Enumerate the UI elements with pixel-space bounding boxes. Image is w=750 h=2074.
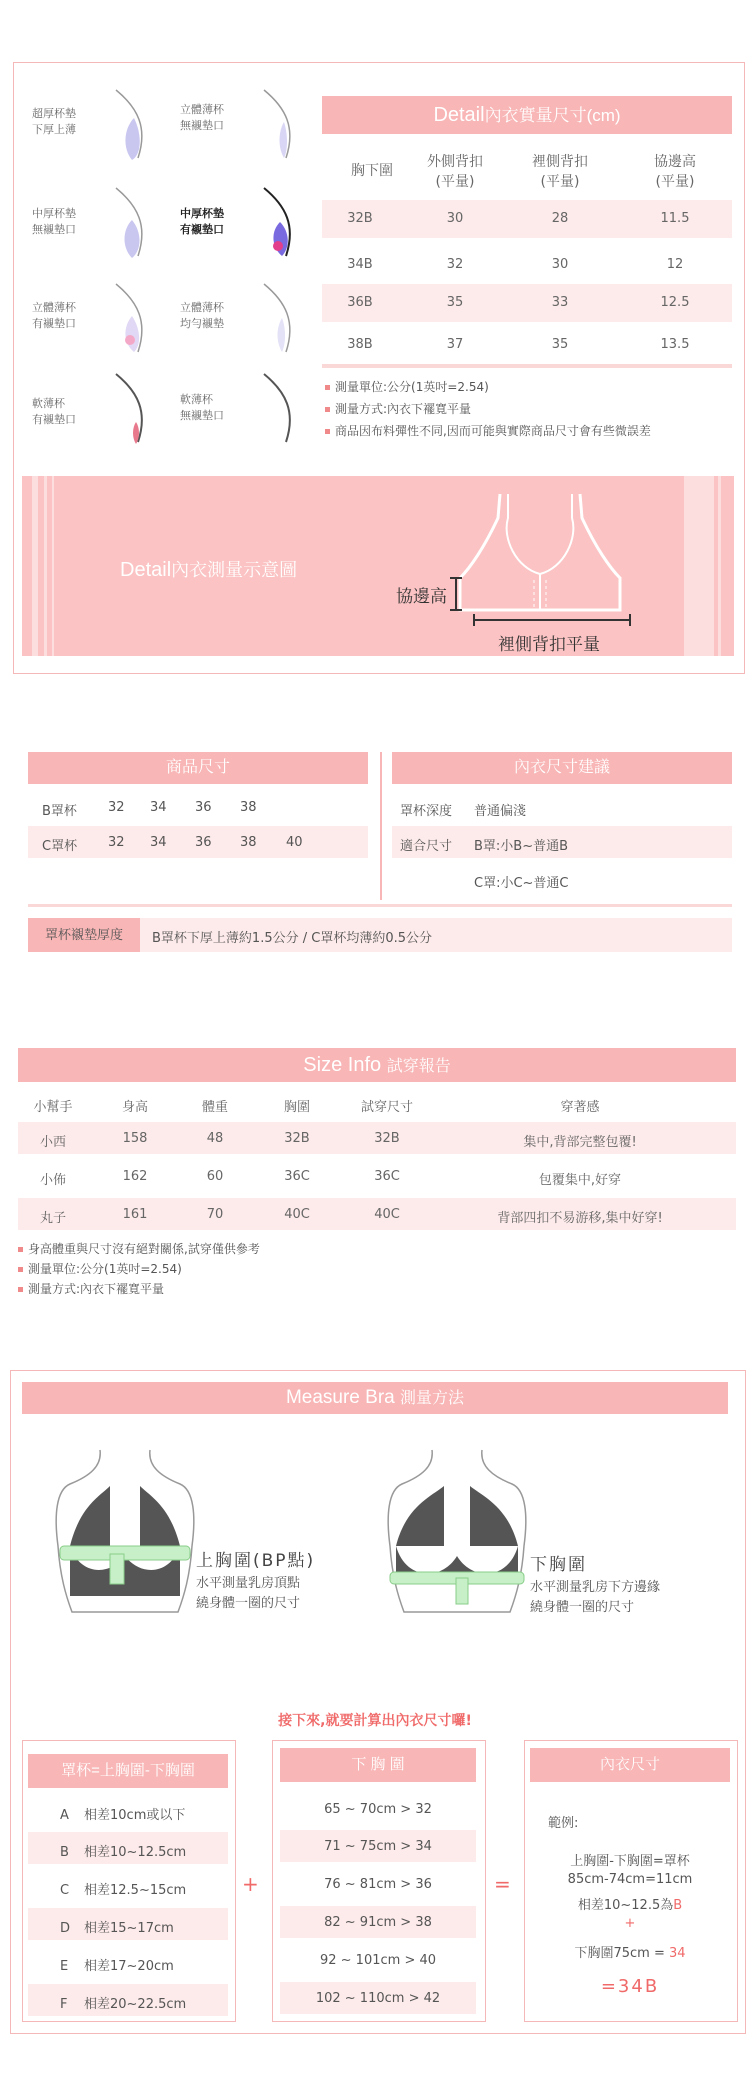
table-cell: 丸子: [39, 1211, 66, 1226]
table-header: 胸下圍: [351, 163, 393, 179]
table-cell: 30: [446, 211, 464, 226]
size-suggest-title: 內衣尺寸建議: [392, 752, 732, 784]
depth-value: 普通偏淺: [474, 804, 527, 819]
size-row-label: B罩杯: [42, 804, 77, 819]
cup-profile-icon: [256, 282, 304, 362]
table-header: 外側背扣 (平量): [427, 154, 483, 190]
note: 身高體重與尺寸沒有絕對關係,試穿僅供參考: [18, 1240, 260, 1257]
cup-row: B 相差10~12.5cm: [60, 1845, 187, 1860]
cup-profile-icon: [108, 372, 156, 452]
back-width-label: 裡側背扣平量: [498, 635, 600, 655]
table-cell: 70: [206, 1207, 224, 1222]
under-row: 102 ~ 110cm > 42: [315, 1991, 441, 2006]
table-cell: 13.5: [660, 337, 690, 352]
cup-profile-icon: [256, 372, 304, 452]
under-row: 76 ~ 81cm > 36: [324, 1877, 432, 1892]
vertical-divider: [380, 752, 382, 900]
cup-label: 立體薄杯 無襯墊口: [180, 103, 224, 132]
table-cell: 32B: [284, 1131, 310, 1146]
fit-b-value: B罩:小B~普通B: [474, 839, 569, 854]
size-value: 36: [195, 835, 212, 850]
depth-label: 罩杯深度: [400, 804, 453, 819]
back-width-marker-icon: [472, 612, 632, 628]
table-cell: 背部四扣不易游移,集中好穿!: [497, 1211, 663, 1226]
example-line: 上胸圍-下胸圍=罩杯: [570, 1854, 690, 1869]
cup-profile-icon: [108, 88, 156, 168]
under-row: 65 ~ 70cm > 32: [324, 1802, 432, 1817]
divider: [322, 364, 732, 368]
pad-value: B罩杯下厚上薄約1.5公分 / C罩杯均薄約0.5公分: [152, 931, 432, 946]
note: 商品因布料彈性不同,因而可能與實際商品尺寸會有些微誤差: [325, 422, 651, 439]
table-cell: 60: [206, 1169, 224, 1184]
table-cell: 小西: [39, 1135, 66, 1150]
table-cell: 158: [122, 1131, 148, 1146]
product-size-title: 商品尺寸: [28, 752, 368, 784]
table-header: 胸圍: [283, 1100, 310, 1115]
cup-profile-icon: [108, 186, 156, 266]
cup-profile-icon: [256, 186, 304, 266]
side-height-label: 協邊高: [396, 587, 447, 607]
size-value: 40: [286, 835, 303, 850]
table-cell: 30: [551, 257, 569, 272]
divider: [28, 904, 732, 907]
size-value: 34: [150, 800, 167, 815]
table-cell: 28: [551, 211, 569, 226]
table-cell: 33: [551, 295, 569, 310]
measure-bra-title: Measure Bra 測量方法: [22, 1382, 728, 1414]
bra-outline-icon: [440, 488, 640, 628]
under-bust-mannequin-icon: [382, 1446, 532, 1616]
table-cell: 32: [446, 257, 464, 272]
under-bust-desc: 水平測量乳房下方邊緣 繞身體一圈的尺寸: [530, 1580, 661, 1615]
size-info-title: Size Info 試穿報告: [18, 1048, 736, 1082]
table-header: 試穿尺寸: [360, 1100, 413, 1115]
table-header: 身高: [121, 1100, 148, 1115]
table-cell: 小佈: [39, 1173, 66, 1188]
table-cell: 11.5: [660, 211, 690, 226]
table-cell: 35: [551, 337, 569, 352]
example-result: =34B: [600, 1976, 660, 1997]
table-header: 小幫手: [33, 1100, 73, 1115]
cup-row: C 相差12.5~15cm: [60, 1883, 187, 1898]
table-cell: 48: [206, 1131, 224, 1146]
example-line: 85cm-74cm=11cm: [567, 1872, 693, 1887]
cup-row: F 相差20~22.5cm: [60, 1997, 187, 2012]
cup-label: 立體薄杯 均勻襯墊: [180, 301, 224, 330]
table-header: 穿著感: [560, 1100, 600, 1115]
cup-label: 中厚杯墊 無襯墊口: [32, 207, 76, 236]
table-header: 裡側背扣 (平量): [532, 154, 588, 190]
example-line: 下胸圍75cm = 34: [574, 1946, 686, 1961]
example-plus: +: [624, 1916, 636, 1931]
result-box-title: 內衣尺寸: [530, 1748, 730, 1782]
table-cell: 40C: [284, 1207, 310, 1222]
under-bust-title: 下胸圍: [530, 1555, 587, 1575]
cup-label: 立體薄杯 有襯墊口: [32, 301, 76, 330]
size-value: 38: [240, 800, 257, 815]
measure-diagram-title: Detail內衣測量示意圖: [120, 559, 298, 581]
detail-size-title: Detail內衣實量尺寸(cm): [322, 96, 732, 134]
table-cell: 32B: [347, 211, 373, 226]
under-row: 82 ~ 91cm > 38: [324, 1915, 432, 1930]
cup-label: 中厚杯墊 有襯墊口: [180, 207, 224, 236]
table-cell: 包覆集中,好穿: [538, 1173, 622, 1188]
cup-label: 超厚杯墊 下厚上薄: [32, 107, 76, 136]
table-cell: 40C: [374, 1207, 400, 1222]
table-cell: 32B: [374, 1131, 400, 1146]
size-value: 32: [108, 835, 125, 850]
upper-bust-mannequin-icon: [50, 1446, 200, 1616]
cup-profile-icon: [256, 88, 304, 168]
cup-label: 軟薄杯 有襯墊口: [32, 397, 76, 426]
note: 測量單位:公分(1英吋=2.54): [18, 1260, 182, 1277]
under-row: 92 ~ 101cm > 40: [319, 1953, 437, 1968]
table-cell: 38B: [347, 337, 373, 352]
cup-profile-icon: [108, 282, 156, 362]
table-header: 體重: [201, 1100, 228, 1115]
table-cell: 162: [122, 1169, 148, 1184]
cup-row: E 相差17~20cm: [60, 1959, 174, 1974]
plus-sign: +: [242, 1872, 259, 1896]
size-value: 38: [240, 835, 257, 850]
table-cell: 集中,背部完整包覆!: [523, 1135, 637, 1150]
table-cell: 36B: [347, 295, 373, 310]
cup-label: 軟薄杯 無襯墊口: [180, 393, 224, 422]
table-header: 協邊高 (平量): [654, 154, 696, 190]
table-cell: 34B: [347, 257, 373, 272]
fit-label: 適合尺寸: [400, 839, 453, 854]
table-cell: 36C: [374, 1169, 400, 1184]
table-cell: 12.5: [660, 295, 690, 310]
size-value: 34: [150, 835, 167, 850]
under-row: 71 ~ 75cm > 34: [324, 1839, 432, 1854]
size-value: 32: [108, 800, 125, 815]
note: 測量方式:內衣下襬寬平量: [18, 1280, 164, 1297]
next-step-text: 接下來,就要計算出內衣尺寸囉!: [278, 1713, 472, 1729]
pad-label: 罩杯襯墊厚度: [28, 918, 140, 952]
table-cell: 35: [446, 295, 464, 310]
cup-row: A 相差10cm或以下: [60, 1808, 186, 1823]
upper-bust-title: 上胸圍(BP點): [196, 1551, 316, 1571]
fit-c-value: C罩:小C~普通C: [474, 876, 569, 891]
size-row-label: C罩杯: [42, 839, 78, 854]
upper-bust-desc: 水平測量乳房頂點 繞身體一圈的尺寸: [196, 1576, 301, 1611]
table-cell: 37: [446, 337, 464, 352]
table-cell: 36C: [284, 1169, 310, 1184]
under-box-title: 下 胸 圍: [280, 1748, 476, 1782]
example-line: 相差10~12.5為B: [577, 1898, 683, 1913]
equals-sign: =: [494, 1872, 511, 1896]
note: 測量單位:公分(1英吋=2.54): [325, 378, 489, 395]
table-cell: 12: [666, 257, 684, 272]
side-height-marker-icon: [448, 576, 464, 612]
cup-box-title: 罩杯=上胸圍-下胸圍: [28, 1754, 228, 1788]
cup-row: D 相差15~17cm: [60, 1921, 174, 1936]
size-value: 36: [195, 800, 212, 815]
example-label: 範例:: [548, 1816, 579, 1831]
note: 測量方式:內衣下襬寬平量: [325, 400, 471, 417]
table-cell: 161: [122, 1207, 148, 1222]
